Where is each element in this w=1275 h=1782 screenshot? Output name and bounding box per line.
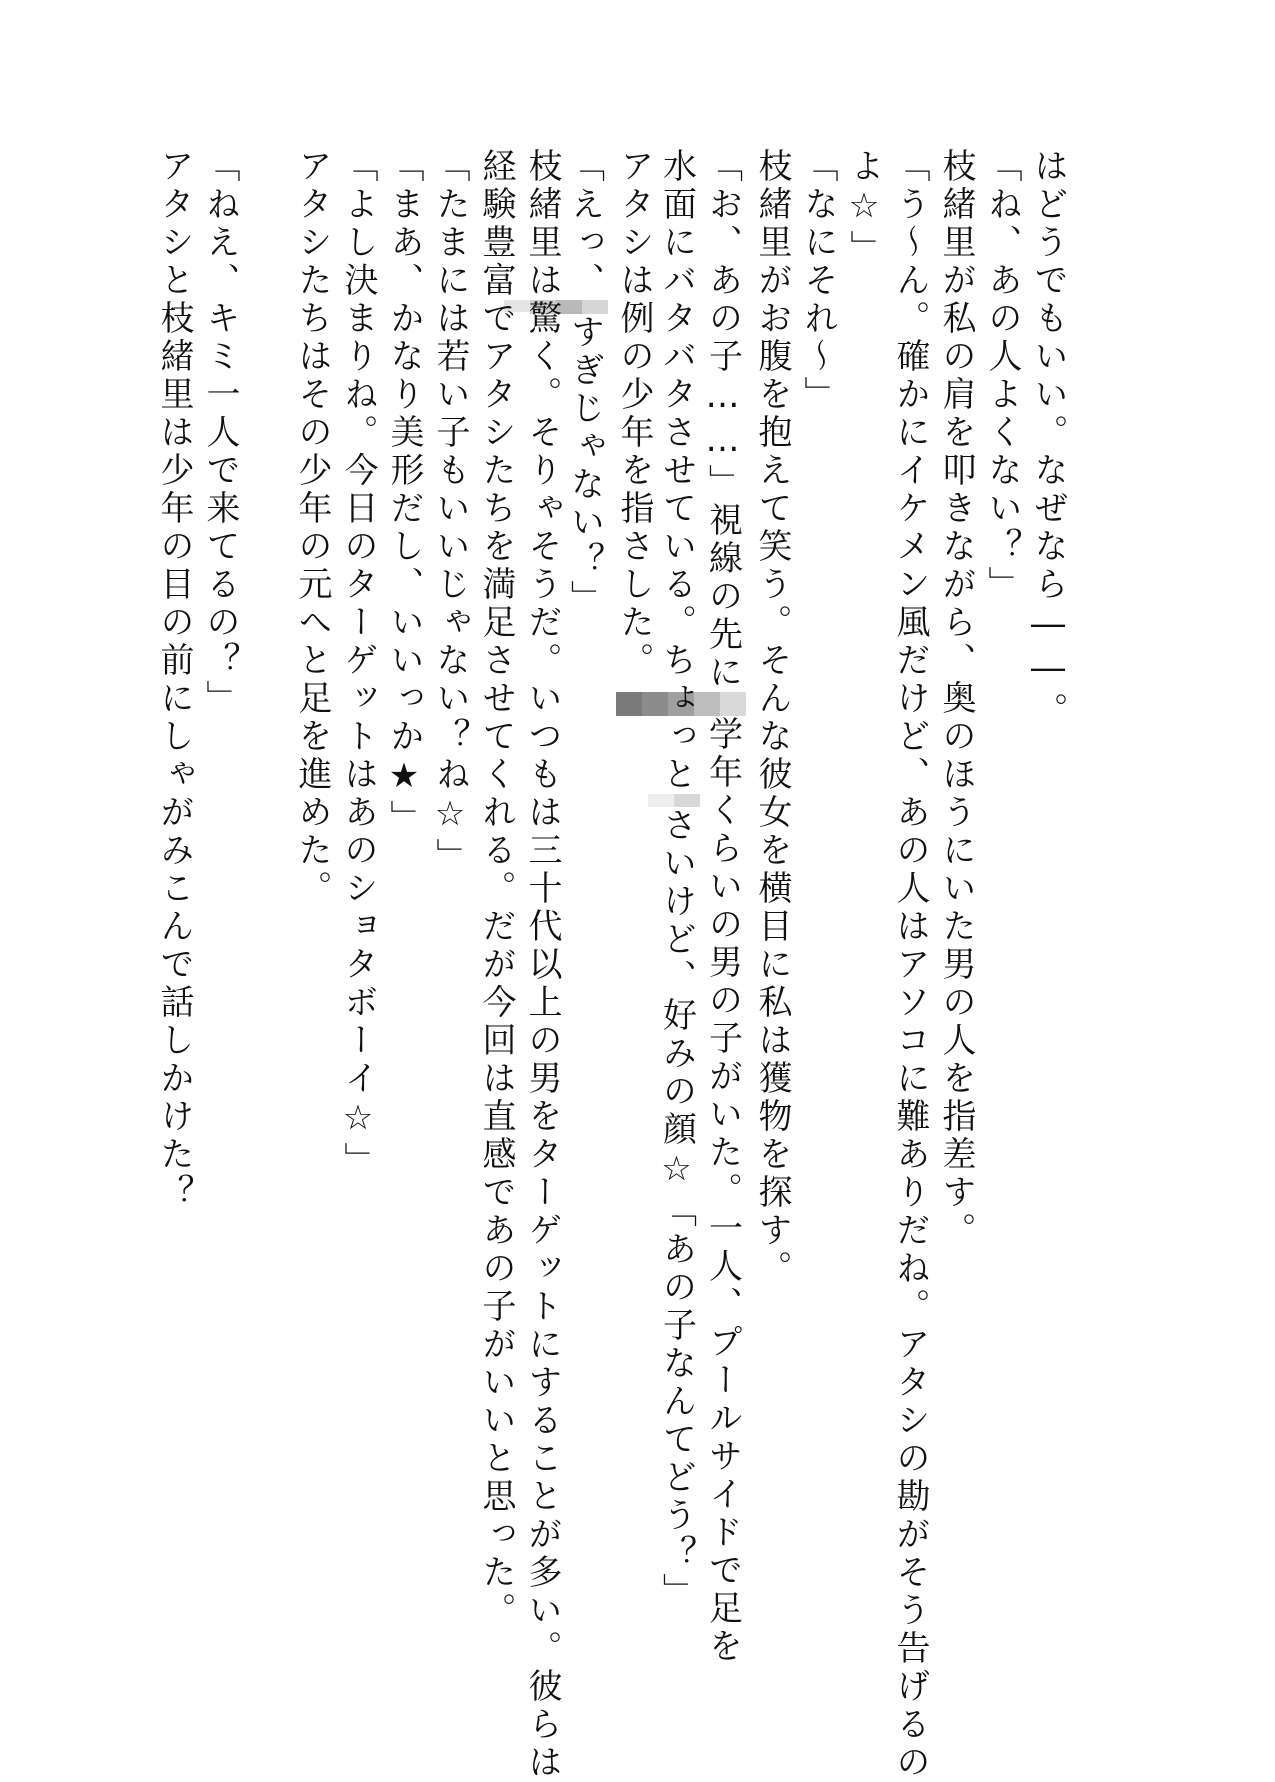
text-line: 枝緒里は驚く。そりゃそうだ。いつもは三十代以上の男をターゲットにすることが多い。彼らは: [522, 148, 562, 1782]
text-line: アタシと枝緒里は少年の目の前にしゃがみこんで話しかけた？: [154, 148, 194, 1212]
text-line: [564, 148, 608, 618]
text-line: 「ね、あの人よくない？」: [982, 148, 1022, 604]
text-line: 「よし決まりね。今日のターゲットはあのショタボーイ☆」: [338, 148, 378, 1180]
text-line: 「う～ん。確かにイケメン風だけど、あの人はアソコに難ありだね。アタシの勘がそう告げるの: [890, 148, 930, 1782]
text-line: 「ねえ、キミ一人で来てるの？」: [200, 148, 240, 718]
text-line: はどうでもいい。なぜなら――。: [1028, 148, 1068, 730]
text-line: 「まあ、かなり美形だし、いいっか★」: [384, 148, 424, 838]
text-segment: 「お、あの子……」視線の先に: [702, 148, 743, 692]
text-line: よ☆」: [844, 148, 884, 268]
mosaic-censor: [580, 300, 608, 314]
text-line: 「なにそれ～」: [798, 148, 838, 414]
text-segment: 学年くらいの男の子がいた。一人、プールサイドで足を: [702, 716, 743, 1666]
text-line: 枝緒里がお腹を抱えて笑う。そんな彼女を横目に私は獲物を探す。: [752, 148, 792, 1288]
text-line: 「たまには若い子もいいじゃない？ね☆」: [430, 148, 470, 876]
text-segment: 水面にバタバタさせている。ちょっと: [656, 148, 697, 794]
text-line: アタシは例の少年を指さした。: [614, 148, 654, 680]
text-line: 枝緒里が私の肩を叩きながら、奥のほうにいた男の人を指差す。: [936, 148, 976, 1250]
text-segment: すぎじゃない？」: [564, 314, 605, 618]
text-segment: 「えっ、: [564, 148, 605, 300]
text-line: アタシたちはその少年の元へと足を進めた。: [292, 148, 332, 908]
text-line: 経験豊富でアタシたちを満足させてくれる。だが今回は直感であの子がいいと思った。: [476, 148, 516, 1630]
text-line: [702, 148, 746, 1666]
text-segment: さいけど、好みの顔☆「あの子なんてどう？」: [656, 807, 697, 1611]
mosaic-censor: [718, 692, 746, 716]
mosaic-censor: [672, 794, 700, 807]
text-line: [656, 148, 700, 1611]
